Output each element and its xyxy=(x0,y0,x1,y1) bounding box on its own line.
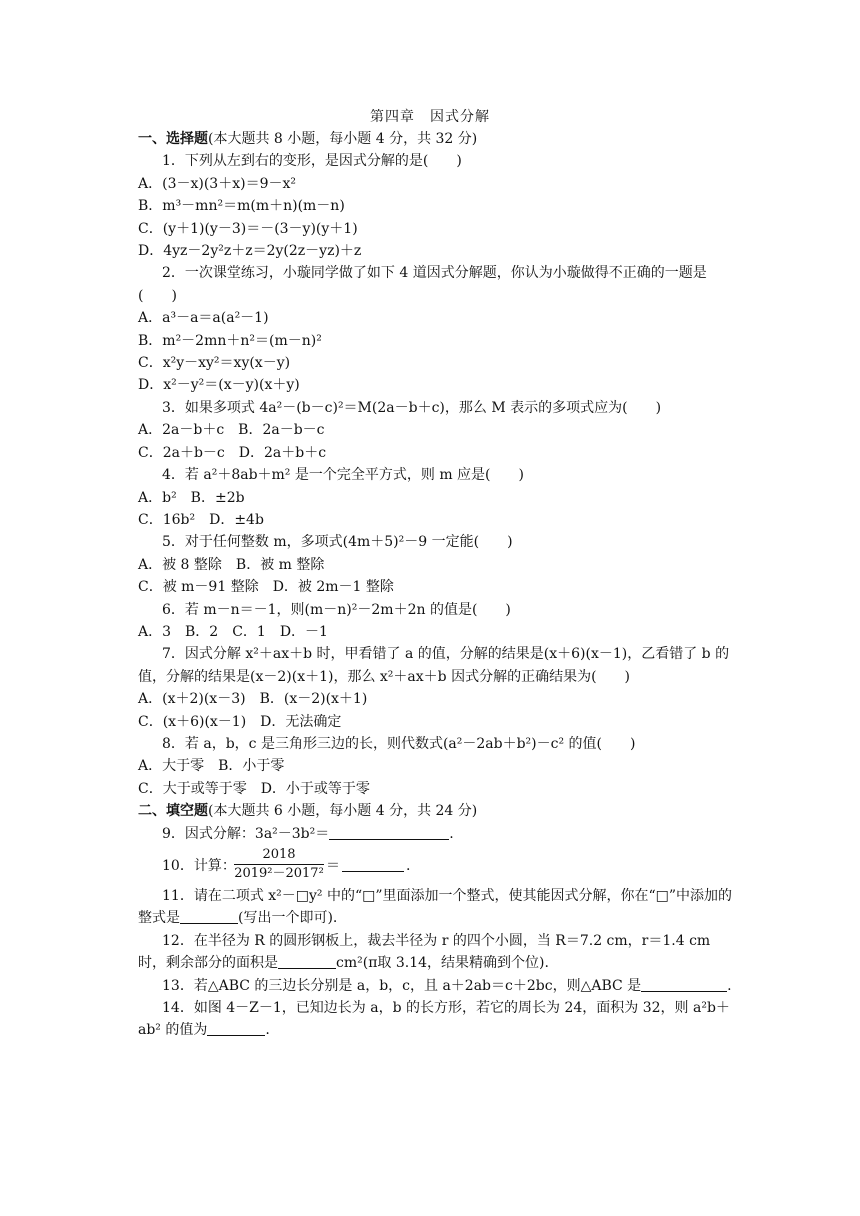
question-13 xyxy=(138,975,738,997)
question-3-options-cd: C．2a＋b－c D．2a＋b＋c xyxy=(138,444,327,461)
question-12-text: 12．在半径为 R 的圆形钢板上，裁去半径为 r 的四个小圆，当 R＝7.2 cm，r＝1.4 cm 时，剩余部分的面积是 xyxy=(138,932,711,972)
question-10-prefix: 10．计算： xyxy=(162,858,236,874)
question-7-stem: 7．因式分解 x²＋ax＋b 时，甲看错了 a 的值，分解的结果是(x＋6)(x－1)，乙看错了 b 的值，分解的结果是(x－2)(x＋1)，那么 x²＋ax＋b 因式分解的正确结果为( ) xyxy=(138,646,730,685)
question-11 xyxy=(138,885,738,930)
section-label: 一、选择题 xyxy=(138,131,208,147)
fraction-numerator: 2018 xyxy=(234,846,324,865)
question-list xyxy=(138,128,738,1042)
question-7-options-ab: A．(x＋2)(x－3) B．(x－2)(x＋1) xyxy=(138,691,368,708)
question-10 xyxy=(138,845,738,885)
fraction xyxy=(234,846,324,883)
answer-blank[interactable] xyxy=(641,977,727,992)
question-8-options-cd: C．大于或等于零 D．小于或等于零 xyxy=(138,780,370,797)
question-8-options-ab: A．大于零 B．小于零 xyxy=(138,758,285,775)
question-9-end: . xyxy=(449,825,454,842)
question-1-option-a: A．(3－x)(3＋x)＝9－x² xyxy=(138,175,296,192)
question-1-option-d: D．4yz－2y²z＋z＝2y(2z－yz)＋z xyxy=(138,243,362,260)
question-11-text: 11．请在二项式 x²－□y² 中的“□”里面添加一个整式，使其能因式分解，你在“□”中添加的整式是 xyxy=(138,888,733,927)
question-3-options-ab: A．2a－b＋c B．2a－b－c xyxy=(138,422,325,439)
question-2-option-a: A．a³－a＝a(a²－1) xyxy=(138,310,269,327)
answer-blank[interactable] xyxy=(342,857,404,872)
question-2-option-c: C．x²y－xy²＝xy(x－y) xyxy=(138,355,291,372)
question-8-stem: 8．若 a，b，c 是三角形三边的长，则代数式(a²－2ab＋b²)－c² 的值( ) xyxy=(162,735,636,752)
section-label: 二、填空题 xyxy=(138,803,208,820)
question-10-equals: ＝ xyxy=(326,858,340,874)
question-14-text: 14．如图 4－Z－1，已知边长为 a，b 的长方形，若它的周长为 24，面积为 32，则 a²b＋ab² 的值为 xyxy=(138,1000,730,1039)
question-5-stem: 5．对于任何整数 m，多项式(4m＋5)²－9 一定能( ) xyxy=(162,534,513,551)
question-2-stem: 2．一次课堂练习，小璇同学做了如下 4 道因式分解题，你认为小璇做得不正确的一题是( ) xyxy=(138,265,707,304)
question-1-option-b: B．m³－mn²＝m(m＋n)(m－n) xyxy=(138,198,345,215)
question-4-stem: 4．若 a²＋8ab＋m² 是一个完全平方式，则 m 应是( ) xyxy=(162,467,524,484)
section-heading-choice xyxy=(138,128,738,150)
question-11-tail: (写出一个即可). xyxy=(238,910,338,927)
question-4-options-cd: C．16b² D．±4b xyxy=(138,511,264,528)
answer-blank[interactable] xyxy=(329,825,449,840)
question-12 xyxy=(138,930,738,975)
question-14-end: . xyxy=(265,1022,270,1039)
question-9 xyxy=(138,823,738,845)
fraction-denominator: 2019²－2017² xyxy=(234,866,324,881)
answer-blank[interactable] xyxy=(278,954,336,969)
question-1-option-c: C．(y＋1)(y－3)＝－(3－y)(y＋1) xyxy=(138,220,358,237)
question-3-stem: 3．如果多项式 4a²－(b－c)²＝M(2a－b＋c)，那么 M 表示的多项式应为( ) xyxy=(162,399,662,416)
section-note: (本大题共 6 小题，每小题 4 分，共 24 分) xyxy=(208,803,478,820)
question-14 xyxy=(138,997,738,1042)
question-2-option-d: D．x²－y²＝(x－y)(x＋y) xyxy=(138,377,300,394)
section-note: (本大题共 8 小题，每小题 4 分，共 32 分) xyxy=(208,131,478,147)
question-13-end: . xyxy=(727,977,732,994)
question-10-end: . xyxy=(406,858,411,874)
chapter-title: 第四章 因式分解 xyxy=(370,109,490,125)
answer-blank[interactable] xyxy=(207,1021,265,1036)
question-5-options-ab: A．被 8 整除 B．被 m 整除 xyxy=(138,556,325,573)
question-13-text: 13．若△ABC 的三边长分别是 a，b，c，且 a＋2ab＝c＋2bc，则△ABC 是 xyxy=(162,977,642,994)
question-2-option-b: B．m²－2mn＋n²＝(m－n)² xyxy=(138,332,322,349)
question-7-options-cd: C．(x＋6)(x－1) D．无法确定 xyxy=(138,713,342,730)
section-heading-fill xyxy=(138,800,738,822)
question-6-options: A．3 B．2 C．1 D．－1 xyxy=(138,623,328,640)
question-4-options-ab: A．b² B．±2b xyxy=(138,489,245,506)
question-12-tail: cm²(π取 3.14，结果精确到个位). xyxy=(336,955,549,972)
question-1-stem: 1．下列从左到右的变形，是因式分解的是( ) xyxy=(162,153,462,170)
answer-blank[interactable] xyxy=(180,909,238,924)
question-9-text: 9．因式分解：3a²－3b²＝ xyxy=(162,825,330,842)
question-6-stem: 6．若 m－n＝－1，则(m－n)²－2m＋2n 的值是( ) xyxy=(162,601,511,618)
question-5-options-cd: C．被 m－91 整除 D．被 2m－1 整除 xyxy=(138,579,394,596)
